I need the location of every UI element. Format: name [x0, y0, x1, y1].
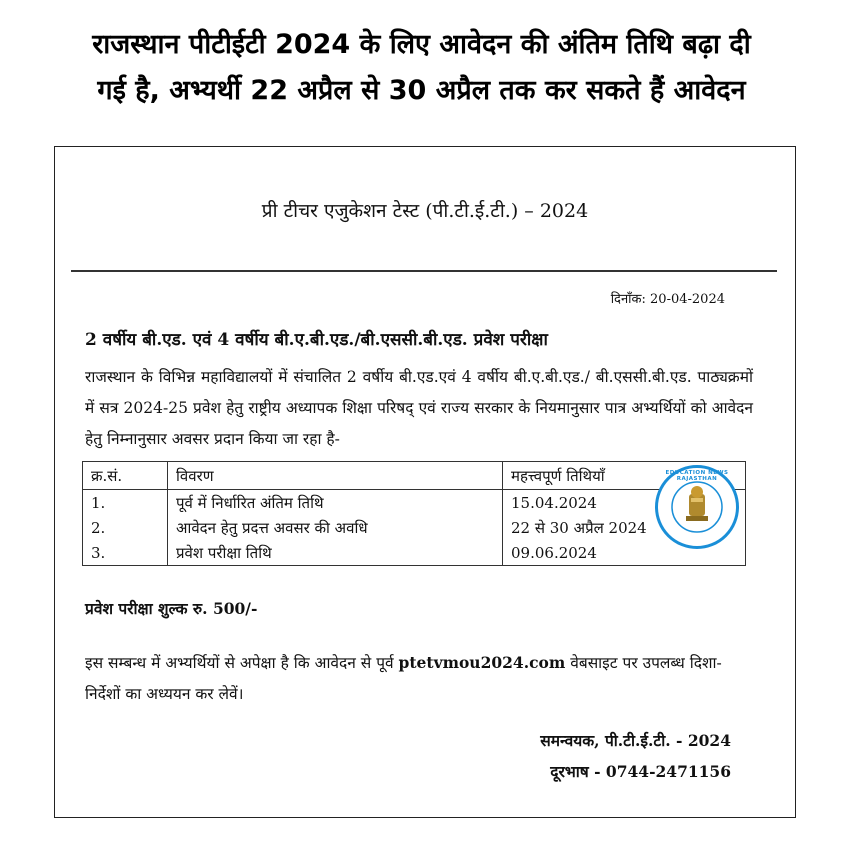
schedule-table [82, 461, 746, 566]
row-date: 15.04.2024 [503, 490, 746, 516]
headline-line-1: राजस्थान पीटीईटी 2024 के लिए आवेदन की अंतिम तिथि बढ़ा दी [92, 29, 751, 60]
notice-text-before: इस सम्बन्ध में अभ्यर्थियों से अपेक्षा है कि आवेदन से पूर्व [85, 654, 399, 672]
table-row [83, 515, 746, 540]
signature-coordinator: समन्वयक, पी.टी.ई.टी. - 2024 [540, 731, 731, 750]
document-date: दिनाँक: 20-04-2024 [610, 292, 725, 307]
education-news-seal [655, 465, 739, 549]
website-link[interactable]: ptetvmou2024.com [398, 653, 566, 672]
row-date: 09.06.2024 [503, 540, 746, 566]
notice-paragraph [85, 647, 753, 710]
headline-line-2: गई है, अभ्यर्थी 22 अप्रैल से 30 अप्रैल तक कर सकते हैं आवेदन [97, 75, 746, 106]
row-description: आवेदन हेतु प्रदत्त अवसर की अवधि [168, 515, 503, 540]
signature-block [540, 725, 731, 787]
row-date: 22 से 30 अप्रैल 2024 [503, 515, 746, 540]
header-description: विवरण [168, 462, 503, 490]
table-row [83, 540, 746, 566]
row-serial: 2. [83, 515, 168, 540]
notice-document [54, 146, 796, 818]
row-description: पूर्व में निर्धारित अंतिम तिथि [168, 490, 503, 516]
table-header-row [83, 462, 746, 490]
headline [0, 22, 843, 114]
header-serial: क्र.सं. [83, 462, 168, 490]
title-divider [71, 270, 777, 272]
seal-label: EDUCATION NEWS RAJASTHAN [665, 470, 729, 482]
row-serial: 1. [83, 490, 168, 516]
row-description: प्रवेश परीक्षा तिथि [168, 540, 503, 566]
row-serial: 3. [83, 540, 168, 566]
header-dates: महत्त्वपूर्ण तिथियाँ [503, 462, 746, 490]
notice-text-after: वेबसाइट पर उपलब्ध दिशा-निर्देशों का अध्ययन कर लेवें। [85, 654, 722, 703]
exam-fee: प्रवेश परीक्षा शुल्क रु. 500/- [85, 599, 258, 618]
intro-paragraph: राजस्थान के विभिन्न महाविद्यालयों में संचालित 2 वर्षीय बी.एड.एवं 4 वर्षीय बी.ए.बी.एड./ बी.एससी.बी.एड. पाठ्यक्रमों में सत्र 2024-25 प्रवेश हेतु राष्ट्रीय अध्यापक शिक्षा परिषद् एवं राज्य सरकार के नियमानुसार पात्र अभ्यर्थियों को आवेदन हेतु निम्नानुसार अवसर प्रदान किया जा रहा है- [85, 368, 753, 448]
table-row [83, 490, 746, 516]
exam-subheading: 2 वर्षीय बी.एड. एवं 4 वर्षीय बी.ए.बी.एड./बी.एससी.बी.एड. प्रवेश परीक्षा [85, 330, 548, 350]
signature-phone: दूरभाष - 0744-2471156 [550, 762, 731, 781]
document-title: प्री टीचर एजुकेशन टेस्ट (पी.टी.ई.टी.) – 2024 [261, 200, 589, 222]
